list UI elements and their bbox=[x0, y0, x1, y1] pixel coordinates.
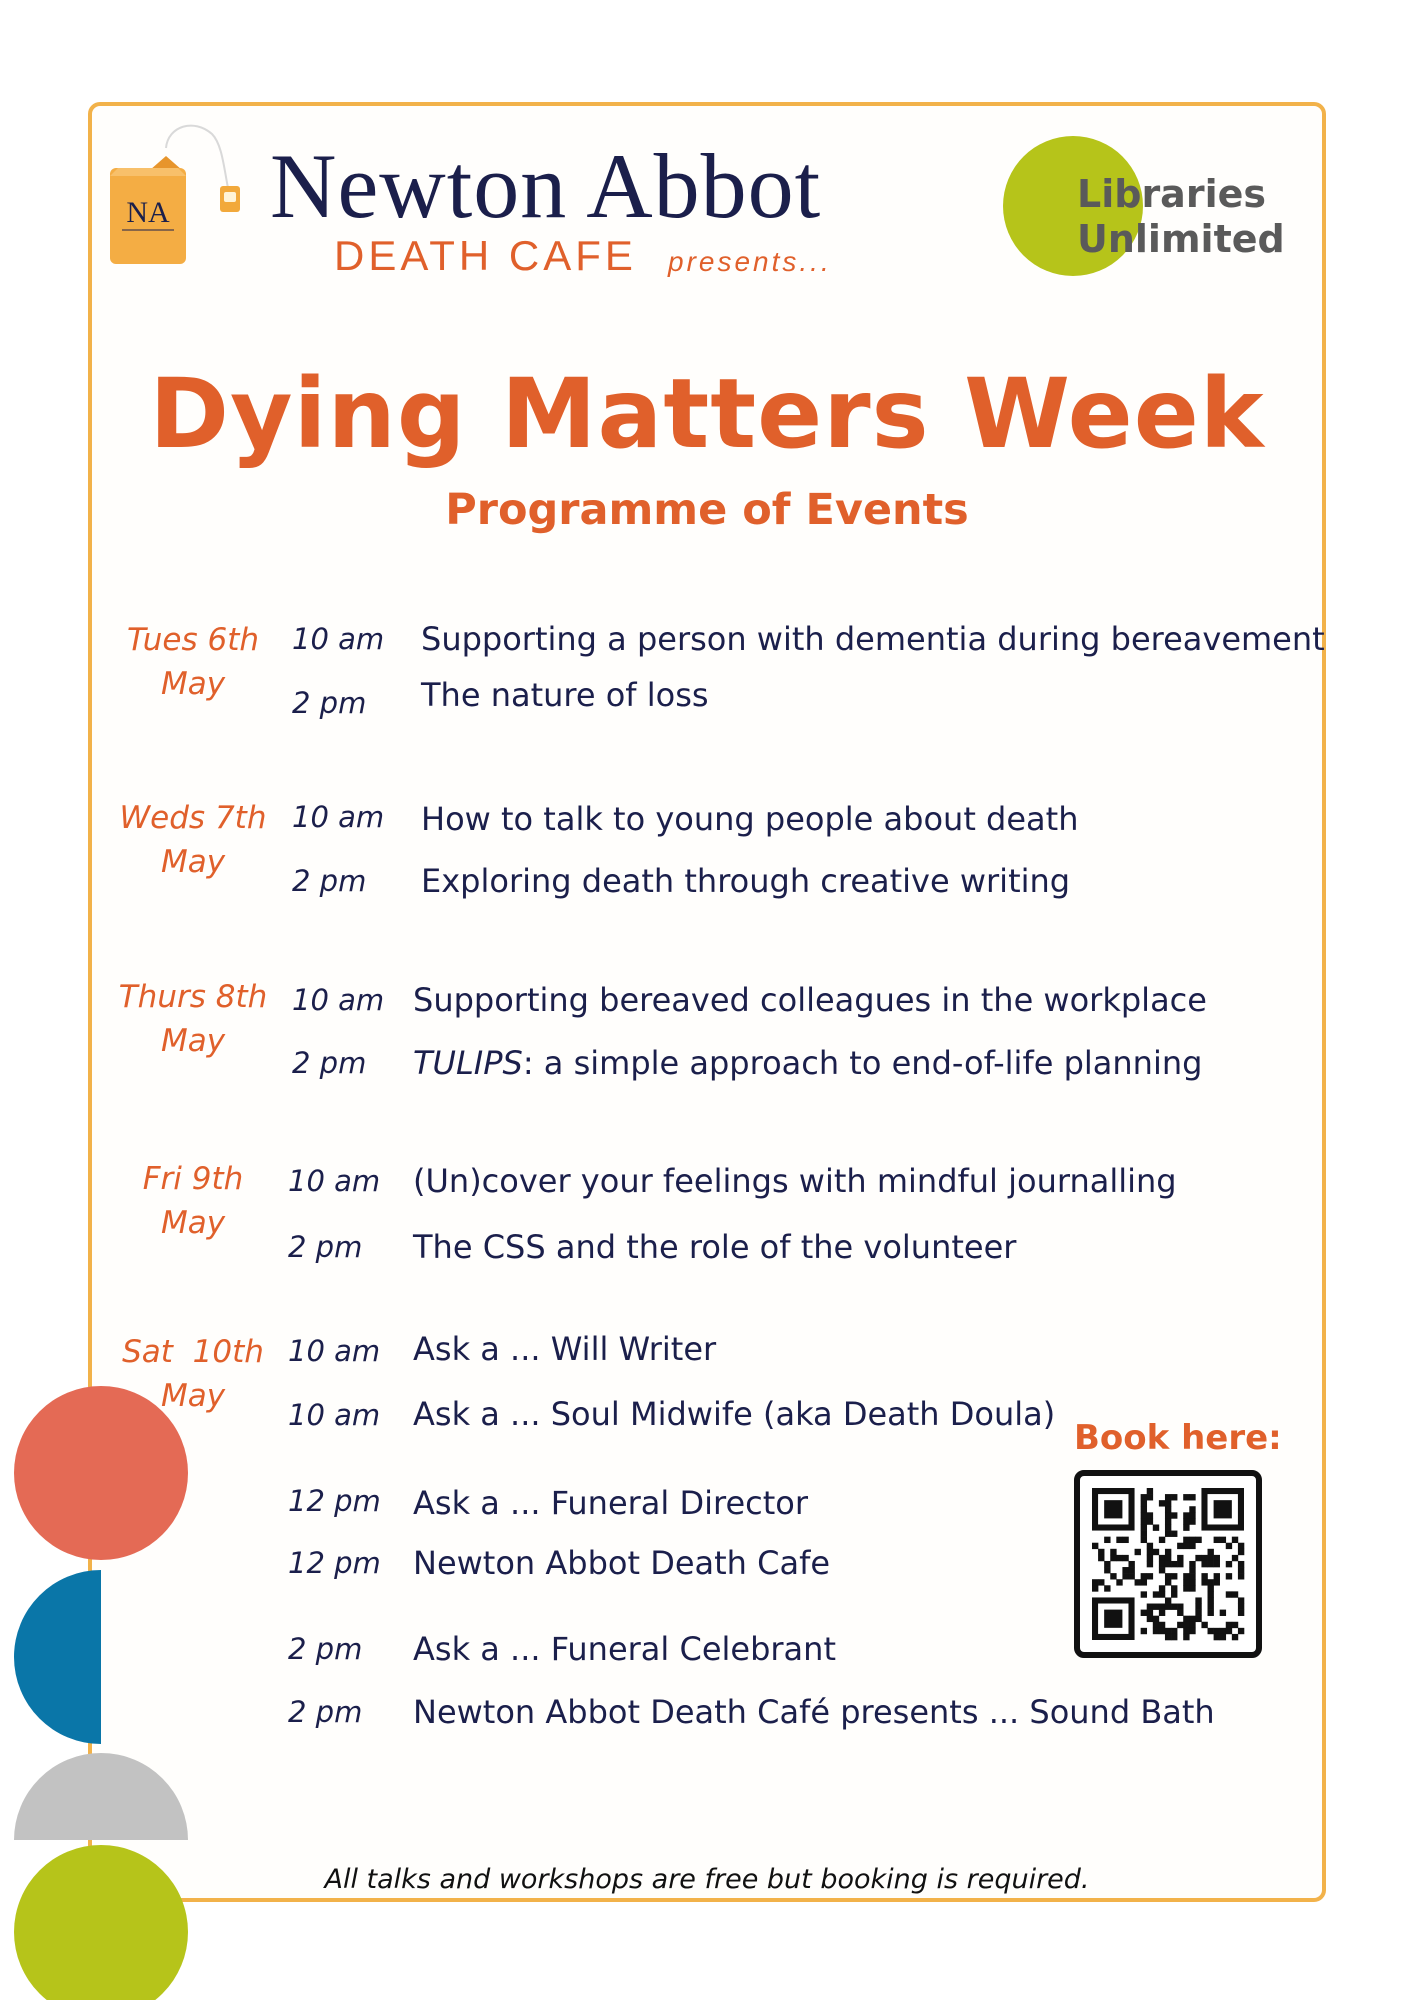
event-title: Supporting a person with dementia during bereavement bbox=[421, 620, 1325, 658]
event-time: 2 pm bbox=[288, 1632, 363, 1666]
event-title: (Un)cover your feelings with mindful journalling bbox=[413, 1162, 1177, 1200]
event-time: 2 pm bbox=[288, 1230, 363, 1264]
libraries-unlimited-logo bbox=[1077, 172, 1297, 262]
event-time: 12 pm bbox=[288, 1546, 381, 1580]
event-time: 10 am bbox=[288, 1334, 381, 1368]
event-title: TULIPS: a simple approach to end-of-life planning bbox=[413, 1044, 1203, 1082]
event-time: 10 am bbox=[292, 983, 385, 1017]
event-title: Newton Abbot Death Café presents ... Sound Bath bbox=[413, 1693, 1215, 1731]
event-title: The CSS and the role of the volunteer bbox=[413, 1228, 1017, 1266]
day-label-tuesday: Tues 6th May bbox=[126, 622, 260, 702]
event-time: 10 am bbox=[292, 800, 385, 834]
event-title: Newton Abbot Death Cafe bbox=[413, 1544, 831, 1582]
svg-text:NA: NA bbox=[126, 196, 170, 229]
brand-name: Newton Abbot bbox=[270, 135, 822, 237]
grey-half-circle bbox=[14, 1753, 188, 1840]
day-label-thursday: Thurs 8th May bbox=[118, 979, 268, 1059]
presents-text: presents... bbox=[668, 246, 832, 277]
day-label-saturday: Sat 10th May bbox=[122, 1334, 264, 1414]
event-time: 2 pm bbox=[292, 1046, 367, 1080]
event-time: 12 pm bbox=[288, 1484, 381, 1518]
event-time: 2 pm bbox=[288, 1695, 363, 1729]
teabag-logo bbox=[108, 118, 258, 268]
lime-circle bbox=[14, 1845, 188, 2000]
qr-code-icon bbox=[1080, 1476, 1256, 1652]
blue-half-circle bbox=[14, 1570, 101, 1744]
book-here-label: Book here: bbox=[1074, 1418, 1282, 1458]
booking-note: All talks and workshops are free but booking is required. bbox=[324, 1864, 1090, 1895]
event-time: 2 pm bbox=[292, 864, 367, 898]
decorative-circles bbox=[14, 1385, 189, 2000]
booking-qr-code[interactable] bbox=[1074, 1470, 1262, 1658]
event-title: Ask a ... Funeral Celebrant bbox=[413, 1630, 836, 1668]
event-title: Exploring death through creative writing bbox=[421, 862, 1071, 900]
page-subtitle: Programme of Events bbox=[445, 485, 969, 535]
day-label-friday: Fri 9th May bbox=[142, 1161, 244, 1241]
partner-line-2: Unlimited bbox=[1077, 217, 1285, 261]
event-time: 10 am bbox=[288, 1398, 381, 1432]
event-title: Ask a ... Funeral Director bbox=[413, 1484, 809, 1522]
event-time: 10 am bbox=[292, 622, 385, 656]
event-title: Supporting bereaved colleagues in the workplace bbox=[413, 981, 1207, 1019]
event-title: The nature of loss bbox=[421, 676, 709, 714]
event-title: How to talk to young people about death bbox=[421, 800, 1079, 838]
coral-circle bbox=[14, 1386, 188, 1560]
event-title: Ask a ... Will Writer bbox=[413, 1330, 717, 1368]
event-time: 10 am bbox=[288, 1164, 381, 1198]
event-title: Ask a ... Soul Midwife (aka Death Doula) bbox=[413, 1395, 1056, 1433]
page-title: Dying Matters Week bbox=[149, 358, 1265, 470]
day-label-wednesday: Weds 7th May bbox=[119, 800, 267, 880]
partner-line-1: Libraries bbox=[1077, 172, 1266, 216]
event-time: 2 pm bbox=[292, 686, 367, 720]
brand-subtitle: DEATH CAFE bbox=[334, 232, 637, 279]
